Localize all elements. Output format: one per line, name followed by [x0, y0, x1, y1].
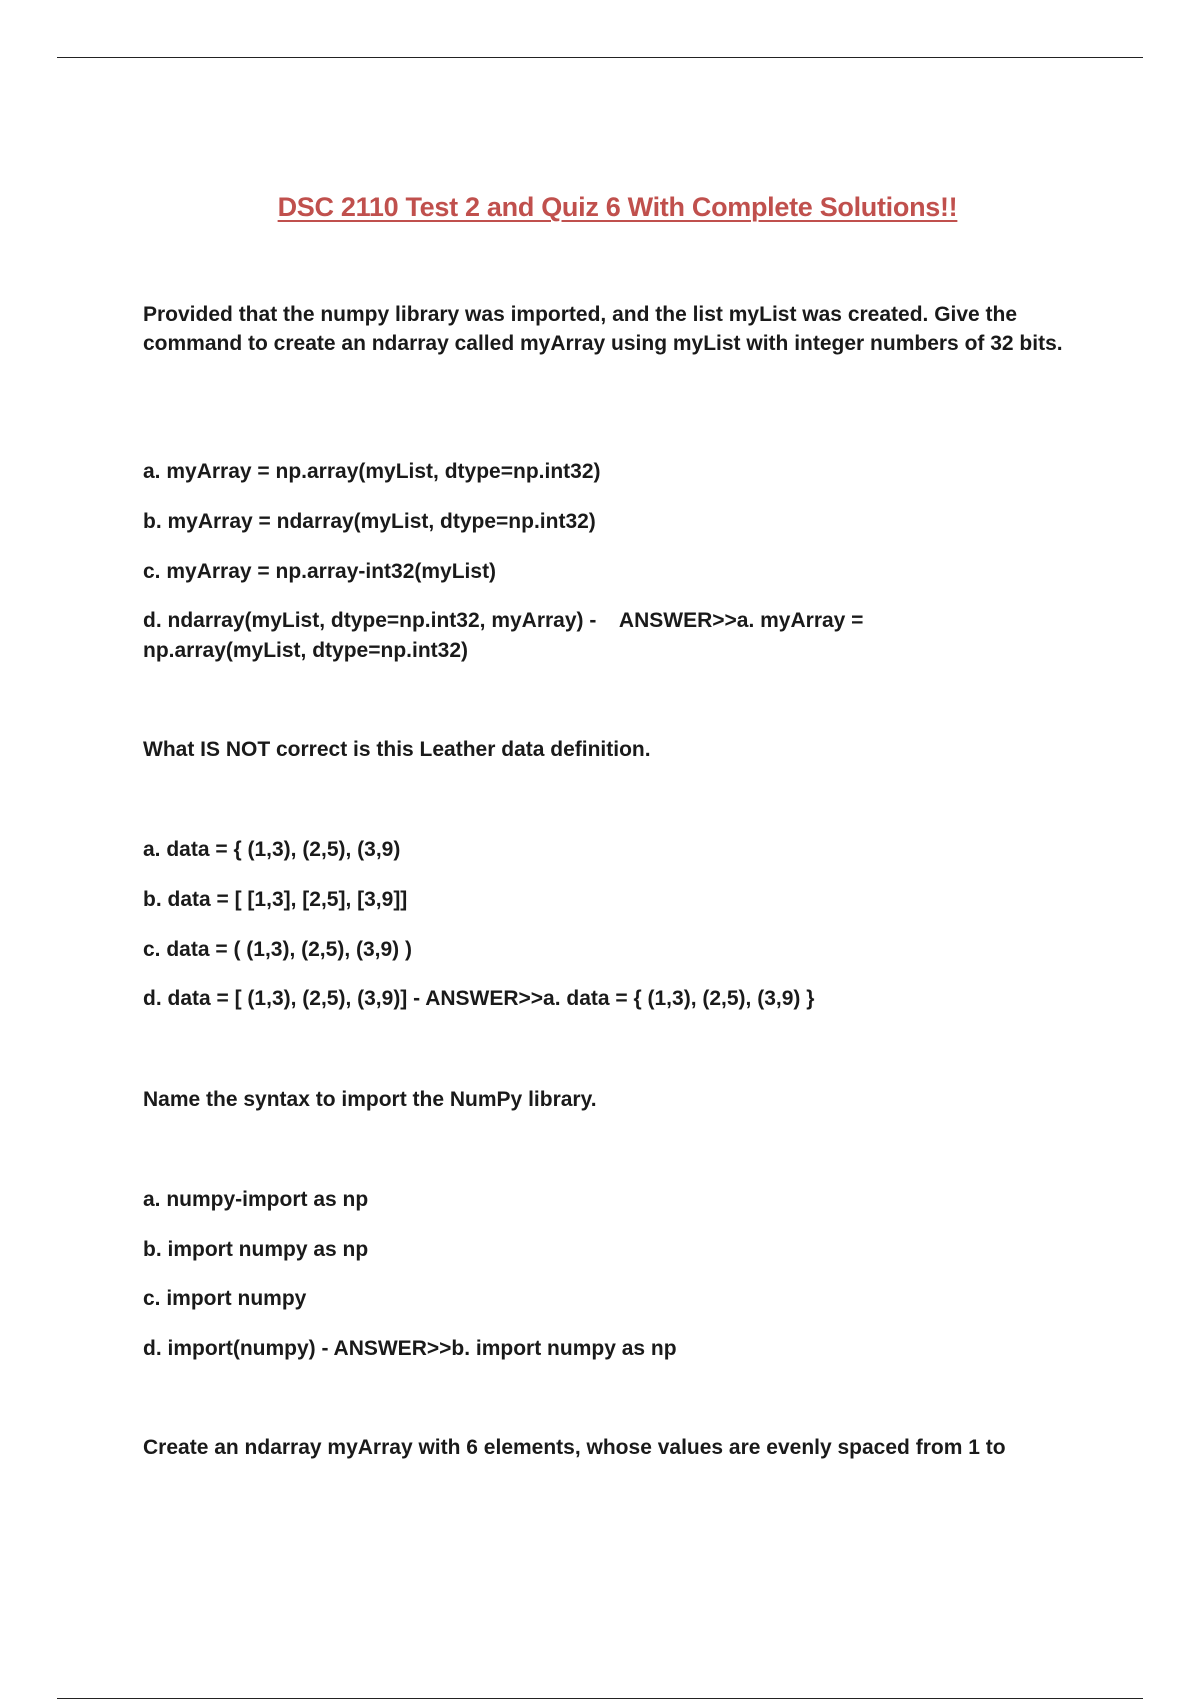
question-1-option-d: d. ndarray(myList, dtype=np.int32, myArray) - ANSWER>>a. myArray = — [143, 609, 864, 632]
bottom-rule — [57, 1698, 1143, 1699]
question-2-prompt: What IS NOT correct is this Leather data definition. — [143, 738, 651, 761]
question-1-option-a: a. myArray = np.array(myList, dtype=np.int32) — [143, 460, 601, 483]
question-3-option-c: c. import numpy — [143, 1287, 307, 1310]
question-1-answer-continued: np.array(myList, dtype=np.int32) — [143, 639, 468, 662]
question-4-prompt: Create an ndarray myArray with 6 elements, whose values are evenly spaced from 1 to — [143, 1436, 1006, 1459]
question-3-option-b: b. import numpy as np — [143, 1238, 369, 1261]
question-2-option-a: a. data = { (1,3), (2,5), (3,9) — [143, 838, 401, 861]
question-3-prompt: Name the syntax to import the NumPy library. — [143, 1088, 597, 1111]
top-rule — [57, 57, 1143, 58]
question-1-option-c: c. myArray = np.array-int32(myList) — [143, 560, 497, 583]
question-1-option-b: b. myArray = ndarray(myList, dtype=np.int32) — [143, 510, 596, 533]
question-2-option-c: c. data = ( (1,3), (2,5), (3,9) ) — [143, 938, 412, 961]
question-2-option-b: b. data = [ [1,3], [2,5], [3,9]] — [143, 888, 408, 911]
question-3-option-a: a. numpy-import as np — [143, 1188, 369, 1211]
question-1-prompt: Provided that the numpy library was imported, and the list myList was created. Give the command to create an ndarray called myArray using myList with integer numbers of 32 bits. — [143, 303, 1063, 355]
question-3-option-d: d. import(numpy) - ANSWER>>b. import numpy as np — [143, 1337, 677, 1360]
question-2-option-d: d. data = [ (1,3), (2,5), (3,9)] - ANSWER>>a. data = { (1,3), (2,5), (3,9) } — [143, 987, 815, 1010]
document-title: DSC 2110 Test 2 and Quiz 6 With Complete Solutions!! — [277, 192, 958, 222]
